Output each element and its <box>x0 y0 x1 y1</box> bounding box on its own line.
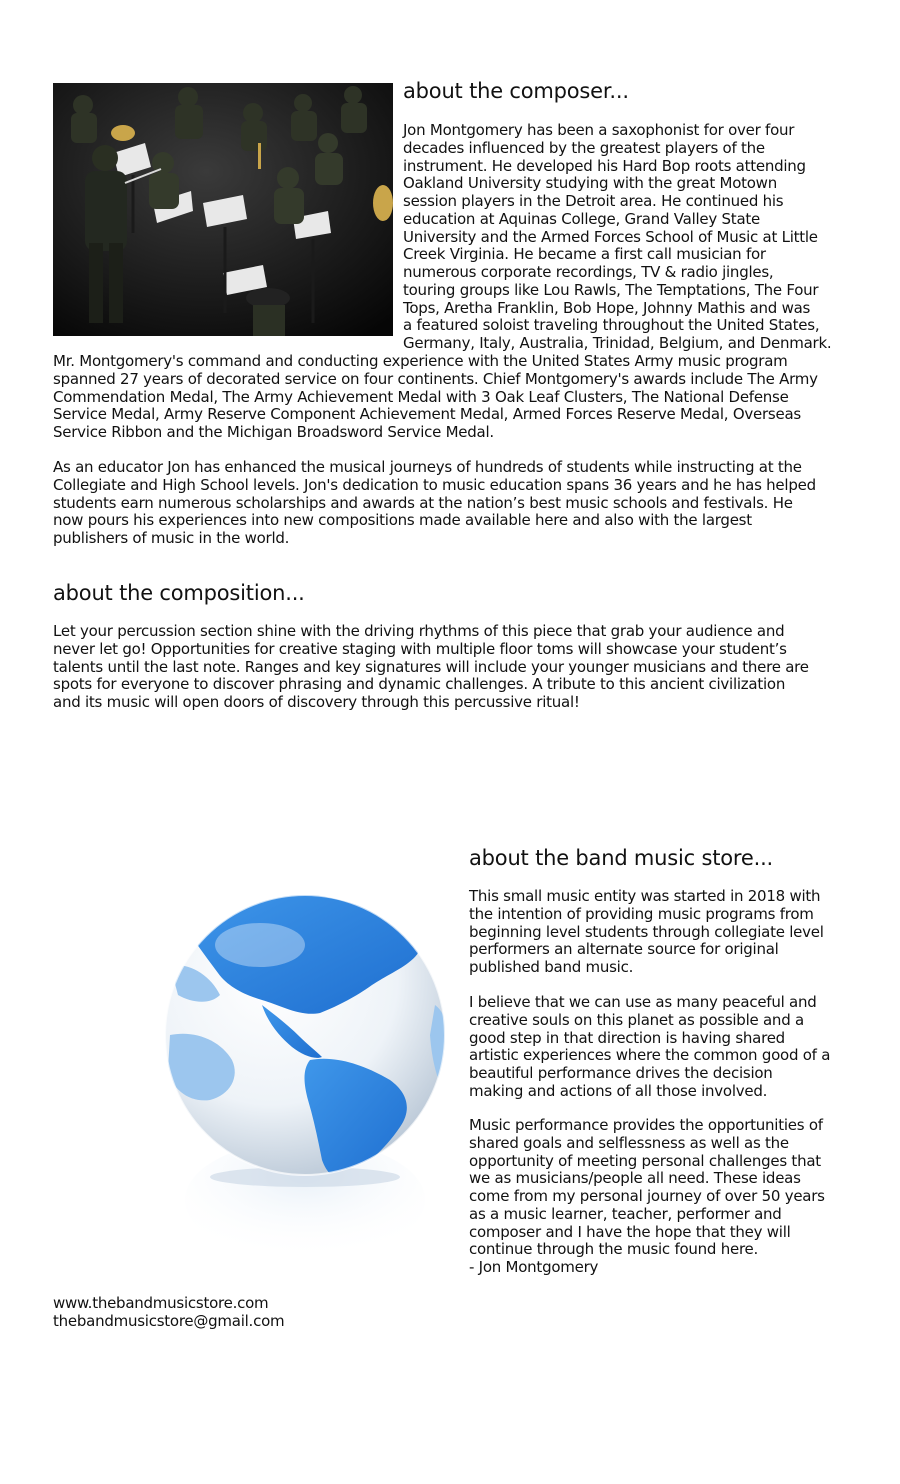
text-line: the intention of providing music programs from <box>469 904 814 923</box>
store-paragraph-3 <box>469 1117 825 1277</box>
text-line: education at Aquinas College, Grand Valley State <box>403 209 760 228</box>
text-line: decades influenced by the greatest players of the <box>403 138 765 157</box>
text-line: numerous corporate recordings, TV & radio jingles, <box>403 263 774 281</box>
text-line: This small music entity was started in 2018 with <box>469 887 821 905</box>
text-line: session players in the Detroit area. He continued his <box>403 192 784 210</box>
composer-bio-side <box>403 122 831 353</box>
composer-bio-educator <box>53 459 816 548</box>
text-line: published band music. <box>469 958 634 976</box>
text-line: Collegiate and High School levels. Jon's dedication to music education spans 36 years and he has helped <box>53 475 816 494</box>
text-line: spanned 27 years of decorated service on four continents. Chief Montgomery's awards include The Army <box>53 369 818 388</box>
store-paragraph-1 <box>469 888 824 977</box>
text-line: Oakland University studying with the great Motown <box>403 174 777 193</box>
email-link[interactable]: thebandmusicstore@gmail.com <box>53 1312 285 1330</box>
text-line: Service Medal, Army Reserve Component Achievement Medal, Armed Forces Reserve Medal, Overseas <box>53 405 801 424</box>
text-line: come from my personal journey of over 50 years <box>469 1187 825 1205</box>
text-line: University and the Armed Forces School of Music at Little <box>403 227 818 246</box>
website-link[interactable]: www.thebandmusicstore.com <box>53 1294 269 1312</box>
text-line: talents until the last note. Ranges and key signatures will include your younger musicians and there are <box>53 657 809 676</box>
signature-line: - Jon Montgomery <box>469 1258 599 1276</box>
text-line: beautiful performance drives the decision <box>469 1064 773 1082</box>
text-line: I believe that we can use as many peaceful and <box>469 993 817 1011</box>
text-line: As an educator Jon has enhanced the musical journeys of hundreds of students while instructing at the <box>53 458 802 476</box>
composition-description <box>53 623 809 712</box>
text-line: now pours his experiences into new compositions made available here and also with the largest <box>53 511 752 530</box>
text-line: shared goals and selflessness as well as the <box>469 1133 789 1152</box>
text-line: Tops, Aretha Franklin, Bob Hope, Johnny Mathis and was <box>403 298 811 317</box>
text-line: publishers of music in the world. <box>53 529 290 547</box>
text-line: composer and I have the hope that they will <box>469 1222 791 1241</box>
text-line: touring groups like Lou Rawls, The Temptations, The Four <box>403 280 819 299</box>
text-line: continue through the music found here. <box>469 1240 759 1259</box>
store-heading: about the band music store... <box>469 846 774 870</box>
text-line: never let go! Opportunities for creative staging with multiple floor toms will showcase your student’s <box>53 639 787 658</box>
text-line: Mr. Montgomery's command and conducting experience with the United States Army music program <box>53 352 788 370</box>
text-line: performers an alternate source for original <box>469 940 779 959</box>
text-line: creative souls on this planet as possible and a <box>469 1010 804 1029</box>
globe-icon <box>150 855 460 1275</box>
store-paragraph-2 <box>469 994 830 1101</box>
text-line: Service Ribbon and the Michigan Broadsword Service Medal. <box>53 423 494 441</box>
text-line: Germany, Italy, Australia, Trinidad, Belgium, and Denmark. <box>403 334 832 352</box>
text-line: Commendation Medal, The Army Achievement Medal with 3 Oak Leaf Clusters, The National Defense <box>53 387 789 406</box>
text-line: artistic experiences where the common good of a <box>469 1046 831 1065</box>
army-band-concert-photo <box>53 83 393 336</box>
text-line: and its music will open doors of discovery through this percussive ritual! <box>53 693 580 711</box>
text-line: we as musicians/people all need. These ideas <box>469 1169 801 1188</box>
text-line: Music performance provides the opportunities of <box>469 1116 823 1134</box>
text-line: making and actions of all those involved. <box>469 1081 768 1100</box>
text-line: opportunity of meeting personal challenges that <box>469 1151 821 1170</box>
composer-bio-military <box>53 353 818 442</box>
composition-heading: about the composition... <box>53 581 305 605</box>
text-line: Jon Montgomery has been a saxophonist for over four <box>403 121 795 139</box>
text-line: as a music learner, teacher, performer and <box>469 1204 782 1223</box>
text-line: good step in that direction is having shared <box>469 1028 785 1047</box>
text-line: Creek Virginia. He became a first call musician for <box>403 245 766 264</box>
text-line: a featured soloist traveling throughout the United States, <box>403 316 820 335</box>
composer-heading: about the composer... <box>403 79 629 103</box>
text-line: beginning level students through collegiate level <box>469 922 824 941</box>
text-line: students earn numerous scholarships and awards at the nation’s best music schools and festivals. He <box>53 493 793 512</box>
text-line: spots for everyone to discover phrasing and dynamic challenges. A tribute to this ancient civilization <box>53 675 786 694</box>
text-line: instrument. He developed his Hard Bop roots attending <box>403 156 806 175</box>
text-line: Let your percussion section shine with the driving rhythms of this piece that grab your audience and <box>53 622 785 640</box>
